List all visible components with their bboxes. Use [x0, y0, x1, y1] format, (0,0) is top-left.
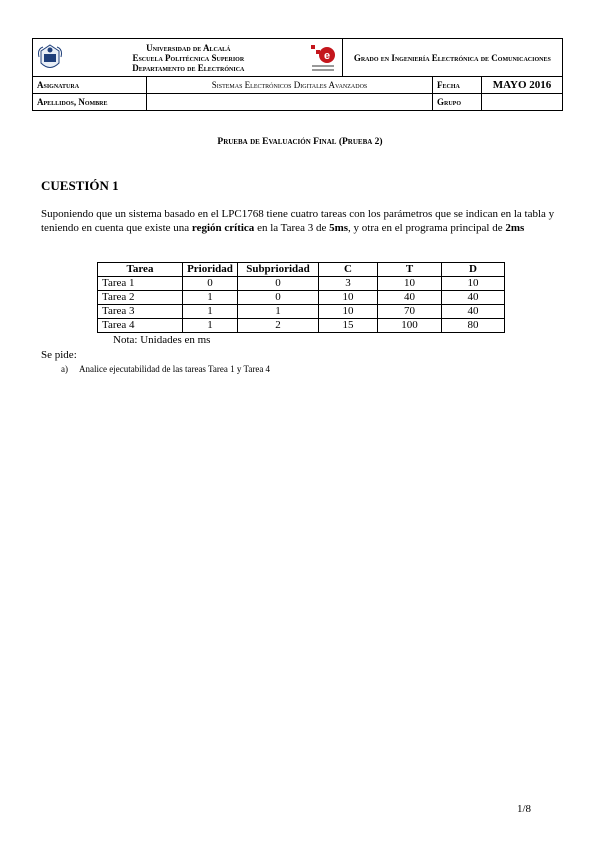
grupo-label: Grupo [433, 94, 482, 111]
degree-cell [342, 39, 562, 77]
table-cell: 15 [319, 319, 378, 333]
fecha-value: MAYO 2016 [482, 77, 563, 94]
table-cell: 1 [183, 291, 238, 305]
table-cell: 70 [378, 305, 442, 319]
university-cell [33, 39, 343, 77]
eps-logo-icon [308, 42, 338, 74]
page-number: 1/8 [517, 803, 532, 815]
asignatura-label: Asignatura [33, 77, 147, 94]
table-header-row [98, 263, 505, 277]
table-cell: 0 [238, 277, 319, 291]
se-pide-label: Se pide: [41, 349, 77, 361]
degree-name: Grado en Ingeniería Electrónica de Comunicaciones [353, 52, 551, 63]
table-cell: 100 [378, 319, 442, 333]
task-table [97, 262, 505, 333]
table-cell: 10 [442, 277, 505, 291]
table-cell: 0 [183, 277, 238, 291]
table-cell: Tarea 3 [98, 305, 183, 319]
table-note: Nota: Unidades en ms [113, 334, 211, 346]
table-cell: 2 [238, 319, 319, 333]
col-header-t: T [378, 263, 442, 277]
table-row [98, 277, 505, 291]
list-item [61, 364, 270, 374]
table-cell: 1 [238, 305, 319, 319]
table-cell: Tarea 2 [98, 291, 183, 305]
university-name: Universidad de Alcalá Escuela Politécnica Superior Departamento de Electrónica [132, 42, 245, 73]
table-cell: 40 [442, 291, 505, 305]
header-table [32, 38, 563, 111]
item-marker: a) [61, 364, 68, 374]
question-title: CUESTIÓN 1 [41, 178, 119, 193]
asignatura-value: Sistemas Electrónicos Digitales Avanzados [147, 77, 433, 94]
col-header-c: C [319, 263, 378, 277]
item-text: Analice ejecutabilidad de las tareas Tarea 1 y Tarea 4 [79, 364, 271, 374]
apellidos-field[interactable] [147, 94, 433, 111]
table-cell: 10 [319, 291, 378, 305]
table-cell: 10 [319, 305, 378, 319]
table-cell: 0 [238, 291, 319, 305]
table-cell: 40 [442, 305, 505, 319]
table-cell: 40 [378, 291, 442, 305]
table-row [98, 291, 505, 305]
col-header-d: D [442, 263, 505, 277]
table-cell: 10 [378, 277, 442, 291]
table-cell: 80 [442, 319, 505, 333]
col-header-subprioridad: Subprioridad [238, 263, 319, 277]
col-header-prioridad: Prioridad [183, 263, 238, 277]
fecha-label: Fecha [433, 77, 482, 94]
table-cell: 1 [183, 319, 238, 333]
svg-text:e: e [323, 49, 330, 62]
table-cell: Tarea 1 [98, 277, 183, 291]
table-cell: 3 [319, 277, 378, 291]
university-crest-icon [37, 43, 63, 73]
question-paragraph: Suponiendo que un sistema basado en el LPC1768 tiene cuatro tareas con los parámetros que se indican en la tabla y teniendo en cuenta que existe una región crítica en la Tarea 3 de 5ms, y otra en el programa principal de 2ms [41, 208, 555, 234]
grupo-field[interactable] [482, 94, 563, 111]
table-cell: Tarea 4 [98, 319, 183, 333]
table-row [98, 319, 505, 333]
exam-title: Prueba de Evaluación Final (Prueba 2) [217, 137, 383, 147]
col-header-tarea: Tarea [98, 263, 183, 277]
table-cell: 1 [183, 305, 238, 319]
table-row [98, 305, 505, 319]
apellidos-label: Apellidos, Nombre [33, 94, 147, 111]
